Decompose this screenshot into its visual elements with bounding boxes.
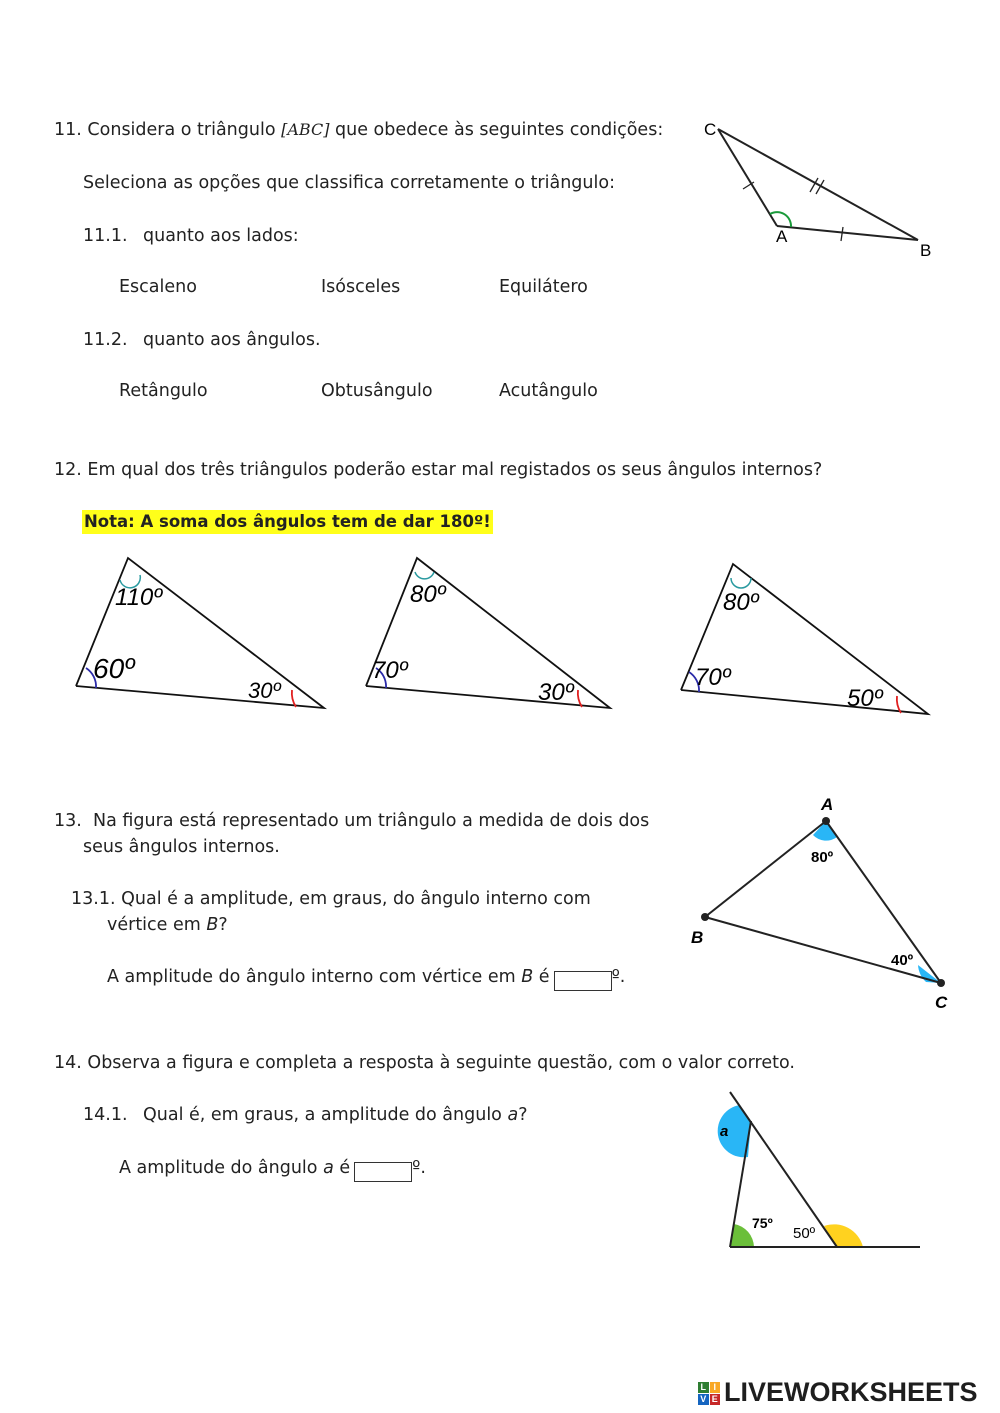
option-obtusangulo[interactable]: Obtusângulo (321, 381, 433, 401)
q14-angle-green: 75º (752, 1215, 773, 1231)
liveworksheets-brand: LIVEWORKSHEETS (724, 1377, 978, 1407)
q11-2-number: 11.2. (83, 330, 128, 350)
q13-answer-var: B (521, 967, 534, 987)
option-acutangulo[interactable]: Acutângulo (499, 381, 598, 401)
q14-1-text-after: ? (518, 1105, 528, 1125)
q14-label-a: a (720, 1123, 729, 1140)
q14-stem (54, 1052, 795, 1074)
q12-t1-top-angle: 110º (115, 584, 163, 611)
q13-1-line2-after: ? (218, 915, 228, 935)
q12-t2-left-angle: 70º (372, 657, 408, 684)
q12-t3-top-angle: 80º (723, 589, 759, 616)
q12-t2-right-angle: 30º (538, 679, 574, 706)
q11-label-c: C (704, 120, 717, 139)
mark-letter-i: I (710, 1382, 721, 1393)
mark-letter-l: L (698, 1382, 709, 1393)
q11-label-b: B (920, 241, 932, 260)
q13-label-c: C (935, 993, 948, 1012)
q11-stem-before: Considera o triângulo (87, 120, 282, 140)
q14-answer-line (119, 1157, 426, 1182)
q13-angle-c: 40º (891, 952, 914, 969)
q13-number: 13. (54, 811, 82, 831)
q14-triangle-figure (700, 1085, 940, 1260)
q14-angle-yellow: 50º (793, 1225, 816, 1242)
liveworksheets-mark-icon (698, 1382, 720, 1404)
q14-1-text-before: Qual é, em graus, a amplitude do ângulo (143, 1105, 508, 1125)
q11-stem (54, 119, 663, 141)
q12-t3-right-angle: 50º (847, 685, 883, 712)
q12-t1-right-angle: 30º (248, 678, 281, 703)
q11-number: 11. (54, 120, 82, 140)
mark-letter-v: V (698, 1394, 709, 1405)
q13-answer-input[interactable] (554, 971, 612, 991)
q13-1-line2-before: vértice em (107, 915, 207, 935)
q12-stem (54, 459, 822, 481)
option-escaleno[interactable]: Escaleno (119, 277, 197, 297)
q11-1-text: quanto aos lados: (143, 226, 299, 246)
q13-1-line2-var: B (206, 915, 219, 935)
option-equilatero[interactable]: Equilátero (499, 277, 588, 297)
q13-label-a: A (821, 795, 834, 814)
q13-1-line2 (107, 914, 228, 936)
q11-label-a: A (776, 227, 788, 246)
option-isosceles[interactable]: Isósceles (321, 277, 401, 297)
q14-answer-input[interactable] (354, 1162, 412, 1182)
q14-1-number: 14.1. (83, 1105, 128, 1125)
q13-angle-a: 80º (811, 849, 834, 866)
q13-1-number: 13.1. (71, 889, 116, 909)
q14-answer-before: A amplitude do ângulo (119, 1158, 324, 1178)
q12-triangle-3[interactable] (675, 550, 945, 725)
q13-answer-unit: º. (611, 967, 626, 987)
q14-1-text-var: a (507, 1105, 519, 1125)
q13-answer-line (107, 966, 625, 991)
q14-answer-mid: é (333, 1158, 351, 1178)
q12-t1-left-angle: 60º (93, 653, 135, 684)
option-retangulo[interactable]: Retângulo (119, 381, 208, 401)
q11-2-text: quanto aos ângulos. (143, 330, 321, 350)
q12-number: 12. (54, 460, 82, 480)
q13-line1 (54, 810, 649, 832)
q12-t2-top-angle: 80º (410, 581, 446, 608)
q14-1-text (143, 1104, 527, 1126)
q13-1-text-line1: Qual é a amplitude, em graus, do ângulo interno com (121, 889, 591, 909)
q13-text-line1: Na figura está representado um triângulo a medida de dois dos (92, 811, 650, 831)
mark-letter-e: E (710, 1394, 721, 1405)
q11-triangle-figure (690, 110, 950, 270)
q11-stem-after: que obedece às seguintes condições: (329, 120, 664, 140)
q14-answer-unit: º. (412, 1158, 426, 1178)
q11-1-number: 11.1. (83, 226, 128, 246)
q14-text: Observa a figura e completa a resposta à seguinte questão, com o valor correto. (87, 1053, 795, 1073)
q12-t3-left-angle: 70º (695, 664, 731, 691)
q13-answer-mid: é (533, 967, 550, 987)
q14-answer-var: a (323, 1158, 334, 1178)
q12-triangle-2[interactable] (360, 550, 630, 720)
q13-1-line1 (71, 888, 591, 910)
q11-instruction: Seleciona as opções que classifica corretamente o triângulo: (83, 173, 615, 193)
q11-stem-math: [ABC] (281, 120, 330, 139)
q13-triangle-figure (685, 790, 965, 1015)
q12-triangle-1[interactable] (70, 550, 340, 720)
q12-note: Nota: A soma dos ângulos tem de dar 180º! (82, 510, 493, 534)
liveworksheets-logo (698, 1377, 978, 1408)
q13-label-b: B (691, 928, 704, 947)
q14-number: 14. (54, 1053, 82, 1073)
q13-answer-before: A amplitude do ângulo interno com vértice em (107, 967, 522, 987)
q13-line2: seus ângulos internos. (83, 837, 280, 857)
q12-text: Em qual dos três triângulos poderão estar mal registados os seus ângulos internos? (87, 460, 823, 480)
